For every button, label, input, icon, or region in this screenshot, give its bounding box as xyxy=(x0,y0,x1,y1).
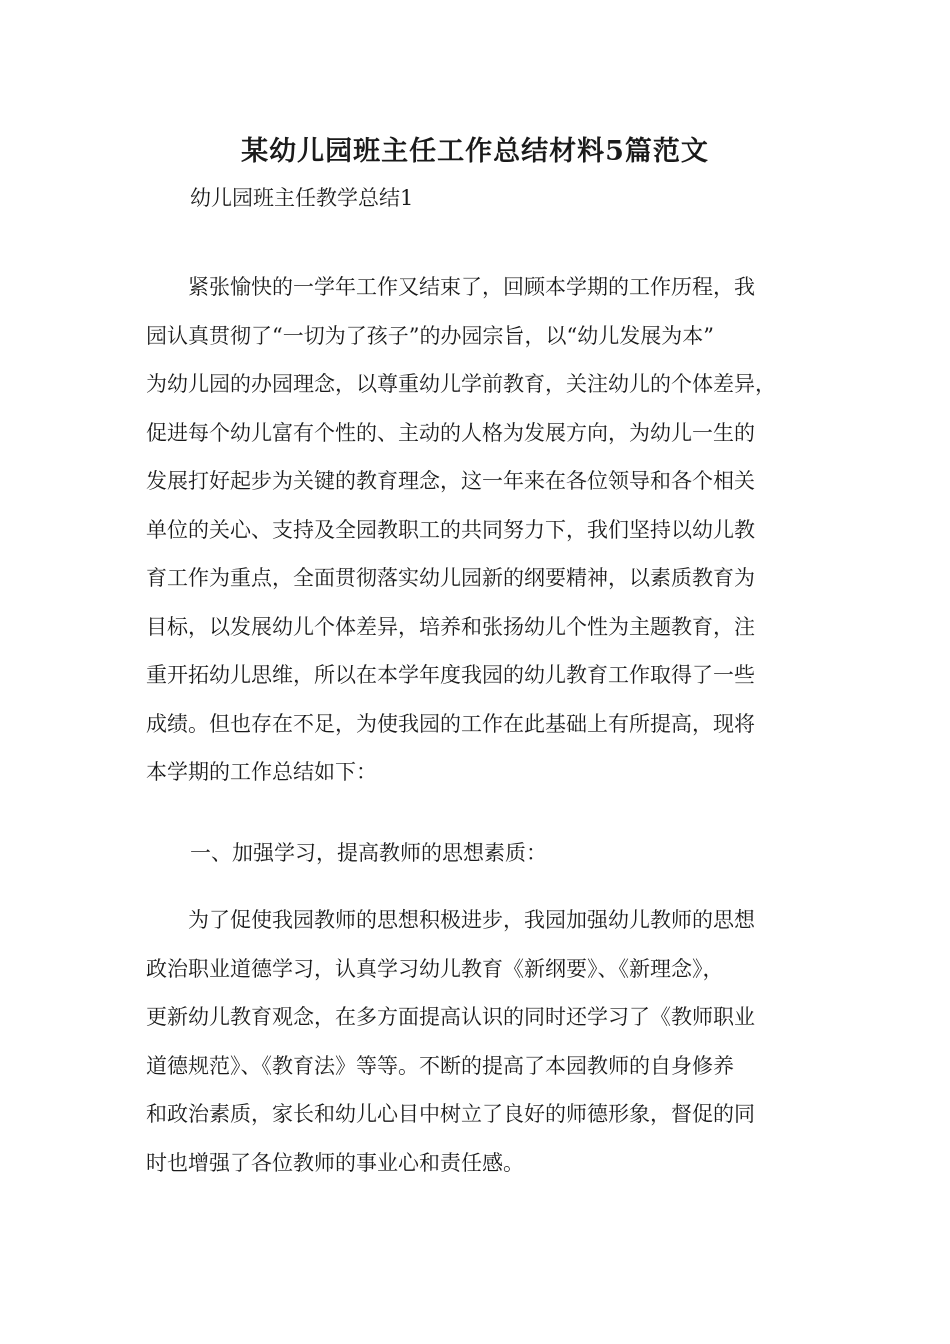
section-paragraph xyxy=(146,896,798,1187)
paragraph-line: 时也增强了各位教师的事业心和责任感。 xyxy=(146,1150,524,1175)
paragraph-line: 为幼儿园的办园理念，以尊重幼儿学前教育，关注幼儿的个体差异， xyxy=(146,372,776,396)
paragraph-line: 目标，以发展幼儿个体差异，培养和张扬幼儿个性为主题教育，注 xyxy=(146,614,755,639)
paragraph-line: 和政治素质，家长和幼儿心目中树立了良好的师德形象，督促的同 xyxy=(146,1102,755,1126)
paragraph-line: 道德规范》、《教育法》等等。不断的提高了本园教师的自身修养 xyxy=(146,1053,734,1078)
paragraph-line: 本学期的工作总结如下： xyxy=(146,760,377,784)
paragraph-line: 单位的关心、支持及全园教职工的共同努力下，我们坚持以幼儿教 xyxy=(146,517,755,542)
paragraph-line: 更新幼儿教育观念，在多方面提高认识的同时还学习了《教师职业 xyxy=(146,1005,755,1029)
paragraph-line: 重开拓幼儿思维，所以在本学年度我园的幼儿教育工作取得了一些 xyxy=(146,663,755,687)
section-heading: 一、加强学习，提高教师的思想素质： xyxy=(190,841,547,865)
paragraph-line: 育工作为重点，全面贯彻落实幼儿园新的纲要精神，以素质教育为 xyxy=(146,566,755,590)
intro-paragraph xyxy=(146,263,798,797)
document-title: 某幼儿园班主任工作总结材料5篇范文 xyxy=(241,136,709,167)
paragraph-line: 成绩。但也存在不足，为使我园的工作在此基础上有所提高，现将 xyxy=(146,711,755,736)
paragraph-line: 紧张愉快的一学年工作又结束了，回顾本学期的工作历程，我 xyxy=(188,275,755,299)
paragraph-line: 政治职业道德学习，认真学习幼儿教育《新纲要》、《新理念》， xyxy=(146,956,724,981)
paragraph-line: 发展打好起步为关键的教育理念，这一年来在各位领导和各个相关 xyxy=(146,469,755,493)
paragraph-line: 促进每个幼儿富有个性的、主动的人格为发展方向，为幼儿一生的 xyxy=(146,420,755,445)
document-subtitle: 幼儿园班主任教学总结1 xyxy=(190,186,414,210)
paragraph-line: 为了促使我园教师的思想积极进步，我园加强幼儿教师的思想 xyxy=(188,908,755,932)
paragraph-line: 园认真贯彻了“一切为了孩子”的办园宗旨，以“幼儿发展为本” xyxy=(146,323,714,348)
